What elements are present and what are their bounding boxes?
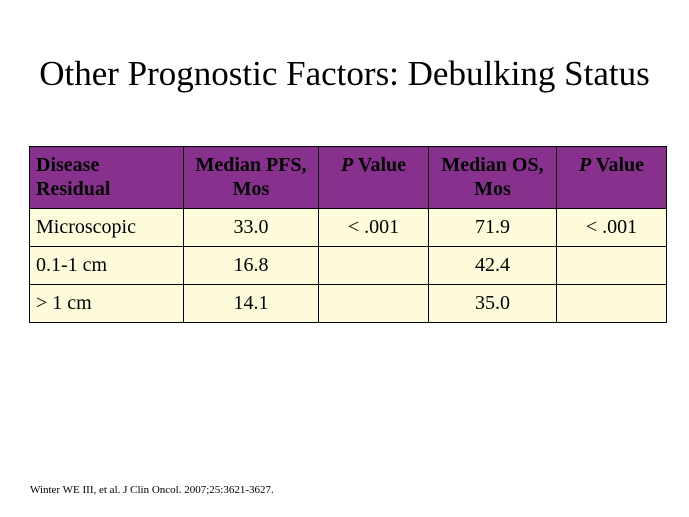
header-median-os: Median OS, Mos [429, 147, 557, 209]
header-p-value-pfs-label: Value [353, 154, 407, 176]
cell-median-os: 42.4 [429, 247, 557, 285]
header-median-pfs: Median PFS, Mos [184, 147, 319, 209]
header-p-value-pfs [319, 147, 429, 209]
cell-median-pfs: 14.1 [184, 285, 319, 323]
header-p-value-os-label: Value [591, 154, 645, 176]
header-disease-residual: Disease Residual [30, 147, 184, 209]
cell-median-pfs: 33.0 [184, 209, 319, 247]
debulking-table [29, 146, 667, 323]
citation: Winter WE III, et al. J Clin Oncol. 2007;25:3621-3627. [30, 484, 274, 496]
cell-p-value-pfs [319, 285, 429, 323]
header-p-value-os [557, 147, 667, 209]
table-row [30, 285, 667, 323]
cell-p-value-pfs [319, 247, 429, 285]
cell-p-value-pfs: < .001 [319, 209, 429, 247]
cell-residual: Microscopic [30, 209, 184, 247]
cell-median-os: 35.0 [429, 285, 557, 323]
cell-p-value-os [557, 285, 667, 323]
cell-residual: > 1 cm [30, 285, 184, 323]
cell-p-value-os: < .001 [557, 209, 667, 247]
cell-median-os: 71.9 [429, 209, 557, 247]
cell-residual: 0.1-1 cm [30, 247, 184, 285]
header-p-value-pfs-p: P [340, 154, 354, 176]
table-header-row [30, 147, 667, 209]
table-row [30, 209, 667, 247]
table-row [30, 247, 667, 285]
cell-p-value-os [557, 247, 667, 285]
cell-median-pfs: 16.8 [184, 247, 319, 285]
slide-title: Other Prognostic Factors: Debulking Status [39, 54, 650, 93]
header-p-value-os-p: P [578, 154, 592, 176]
